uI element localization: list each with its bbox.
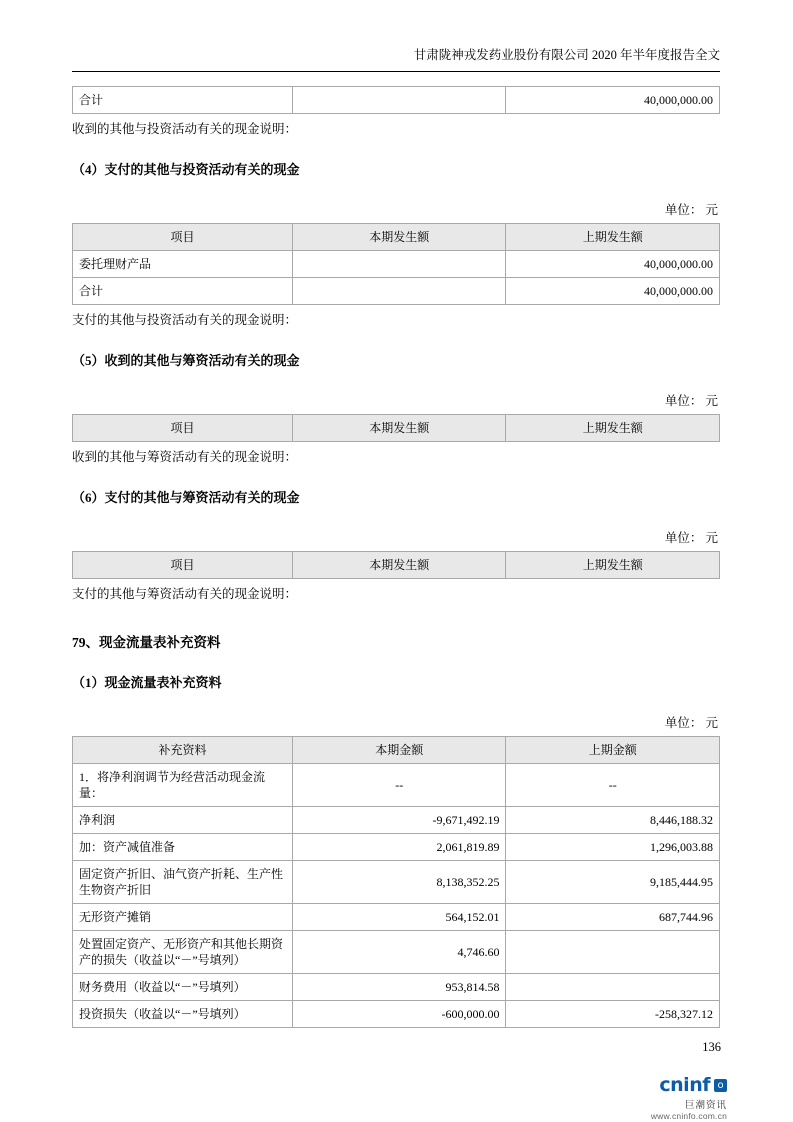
note-invest-pay: 支付的其他与投资活动有关的现金说明： [72,313,298,327]
column-header-previous: 上期发生额 [506,224,720,251]
column-header-item: 项目 [73,224,293,251]
cell-current [292,278,506,305]
page-content [72,46,720,1028]
cell-current: 564,152.01 [292,904,506,931]
cell-current: -600,000.00 [292,1001,506,1028]
cninfo-logo-badge-icon: o [714,1079,727,1092]
section-heading-6: （6）支付的其他与筹资活动有关的现金 [72,490,300,505]
cell-current: 953,814.58 [292,974,506,1001]
footer-logo [651,1074,727,1121]
section-heading-5: （5）收到的其他与筹资活动有关的现金 [72,353,300,368]
cell-item: 投资损失（收益以“－”号填列） [73,1001,293,1028]
cell-previous: -258,327.12 [506,1001,720,1028]
table-row [73,251,720,278]
table-row [73,1001,720,1028]
cell-item: 财务费用（收益以“－”号填列） [73,974,293,1001]
table-row [73,904,720,931]
cninfo-logo-url: www.cninfo.com.cn [650,1111,727,1121]
cell-previous: 40,000,000.00 [506,278,720,305]
cell-item: 加：资产减值准备 [73,834,293,861]
unit-label-4: 单位： 元 [664,716,718,730]
table-row [73,278,720,305]
section-heading-4: （4）支付的其他与投资活动有关的现金 [72,162,300,177]
column-header-previous: 上期发生额 [506,552,720,579]
page-number: 136 [702,1040,721,1054]
column-header-item: 项目 [73,415,293,442]
table-header-row [73,415,720,442]
table-row [73,807,720,834]
table-invest-pay [72,223,720,305]
cninfo-logo-cn: 巨潮资讯 [684,1100,727,1111]
cell-item: 合计 [73,278,293,305]
table-header-row [73,737,720,764]
column-header-previous: 上期发生额 [506,415,720,442]
column-header-previous: 上期金额 [506,737,720,764]
table-header-row [73,552,720,579]
column-header-current: 本期金额 [292,737,506,764]
column-header-current: 本期发生额 [292,552,506,579]
column-header-current: 本期发生额 [292,224,506,251]
note-fin-receive: 收到的其他与筹资活动有关的现金说明： [72,450,298,464]
cell-current: -9,671,492.19 [292,807,506,834]
cell-current [292,87,506,114]
note-fin-pay: 支付的其他与筹资活动有关的现金说明： [72,587,298,601]
unit-label-1: 单位： 元 [664,203,718,217]
header-title: 甘肃陇神戎发药业股份有限公司 2020 年半年度报告全文 [413,48,720,62]
cell-item: 净利润 [73,807,293,834]
table-header-row [73,224,720,251]
table-row [73,764,720,807]
cell-previous: 40,000,000.00 [506,87,720,114]
cell-previous: 8,446,188.32 [506,807,720,834]
table-fin-receive [72,414,720,442]
cell-previous: 1,296,003.88 [506,834,720,861]
unit-label-3: 单位： 元 [664,531,718,545]
table-row [73,834,720,861]
cell-previous [506,931,720,974]
cell-current [292,251,506,278]
table-row [73,974,720,1001]
table-cashflow-supplement [72,736,720,1028]
table-invest-receive-continued [72,86,720,114]
cell-current: 2,061,819.89 [292,834,506,861]
cell-current: 8,138,352.25 [292,861,506,904]
table-row [73,87,720,114]
cell-item: 无形资产摊销 [73,904,293,931]
cell-previous: 9,185,444.95 [506,861,720,904]
cninfo-logo-text: cninf [659,1074,710,1096]
cell-previous: 687,744.96 [506,904,720,931]
cell-previous: -- [506,764,720,807]
column-header-item: 补充资料 [73,737,293,764]
cell-item: 委托理财产品 [73,251,293,278]
cell-item: 固定资产折旧、油气资产折耗、生产性生物资产折旧 [73,861,293,904]
cell-current: -- [292,764,506,807]
column-header-item: 项目 [73,552,293,579]
section-heading-79: 79、现金流量表补充资料 [72,635,221,650]
table-fin-pay [72,551,720,579]
page-header [72,46,720,68]
cell-item: 合计 [73,87,293,114]
cell-previous [506,974,720,1001]
header-divider [72,71,720,72]
table-row [73,931,720,974]
section-heading-79-1: （1）现金流量表补充资料 [72,675,222,690]
table-row [73,861,720,904]
cell-item: 处置固定资产、无形资产和其他长期资产的损失（收益以“－”号填列） [73,931,293,974]
cell-previous: 40,000,000.00 [506,251,720,278]
cell-item: 1．将净利润调节为经营活动现金流量： [73,764,293,807]
note-invest-receive: 收到的其他与投资活动有关的现金说明： [72,122,298,136]
unit-label-2: 单位： 元 [664,394,718,408]
cell-current: 4,746.60 [292,931,506,974]
column-header-current: 本期发生额 [292,415,506,442]
